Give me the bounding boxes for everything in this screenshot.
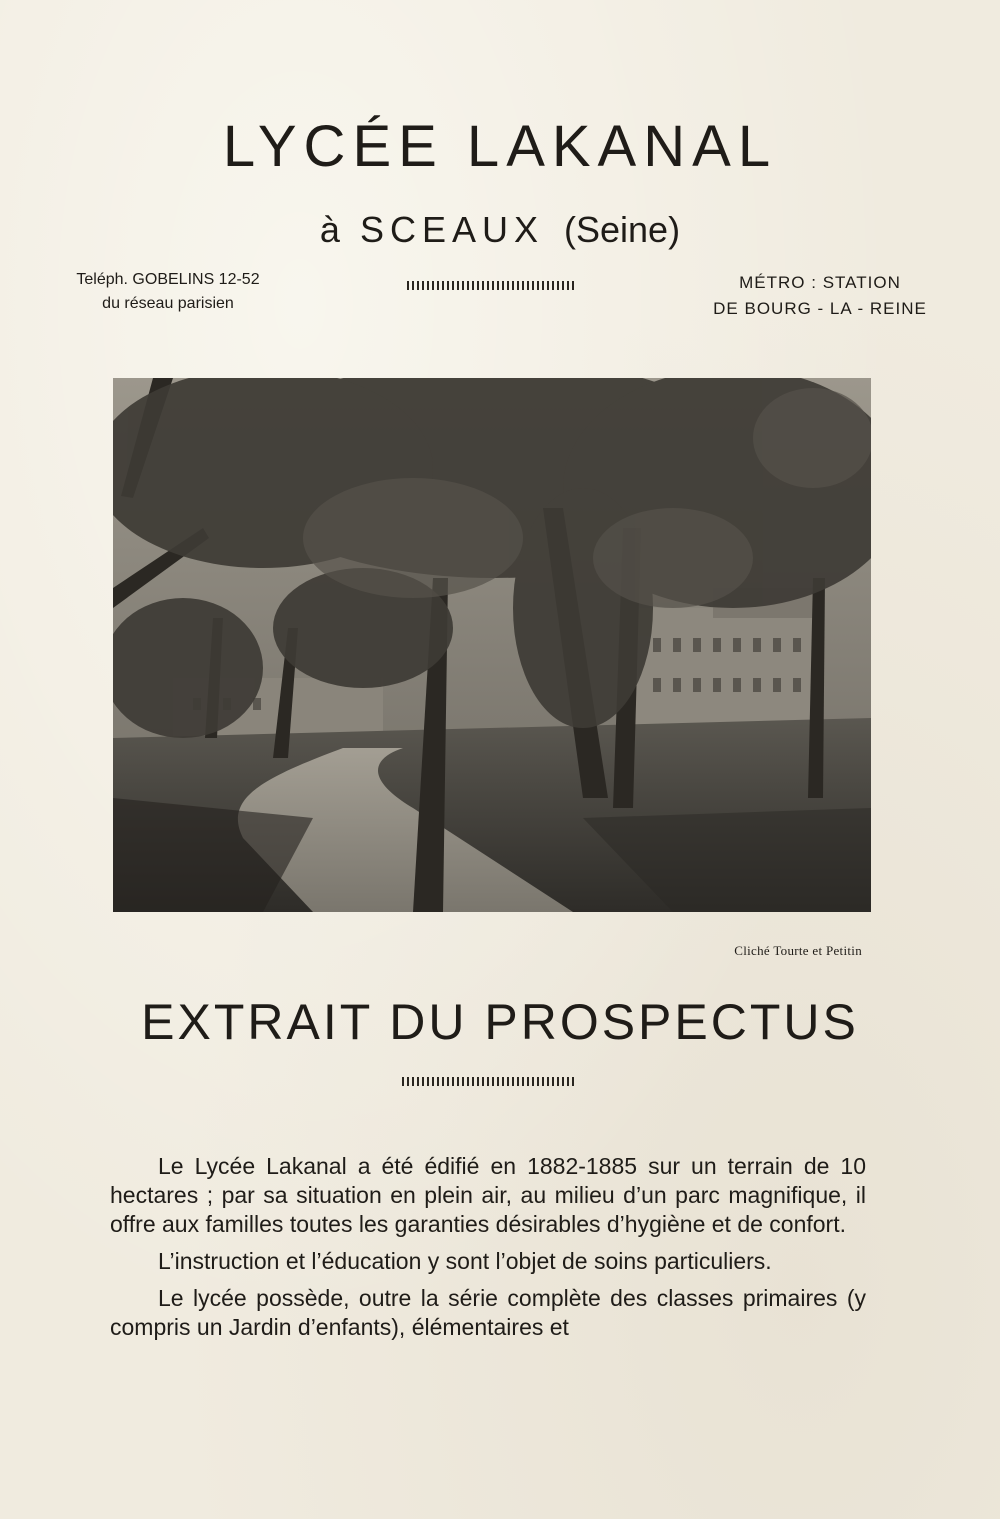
school-location [0,205,1000,255]
prospectus-text [110,1152,866,1350]
telephone-line-2: du réseau parisien [102,295,234,312]
metro-line-2: DE BOURG - LA - REINE [713,299,927,318]
park-photo [113,378,871,912]
decorative-rule-bottom [402,1077,575,1086]
park-photo-icon [113,378,871,912]
subtitle-city: SCEAUX [359,209,544,250]
metro-line-1: MÉTRO : STATION [739,273,901,292]
telephone-info [58,268,278,316]
decorative-rule-top [407,281,577,290]
school-title: LYCÉE LAKANAL [222,114,778,179]
paragraph: Le lycée possède, outre la série complète des classes primaires (y compris un Jardin d’enfants), élémentaires et [110,1285,866,1340]
paragraph: L’instruction et l’éducation y sont l’objet de soins particuliers. [158,1248,772,1274]
subtitle-region: (Seine) [564,209,681,250]
telephone-line-1: Teléph. GOBELINS 12-52 [76,271,260,288]
section-heading: EXTRAIT DU PROSPECTUS [141,994,859,1050]
metro-info [700,270,940,322]
paragraph: Le Lycée Lakanal a été édifié en 1882-1885 sur un terrain de 10 hectares ; par sa situation en plein air, au milieu d’un parc magnifique, il offre aux familles toutes les garanties désirables d’hygiène et de confort. [110,1153,866,1237]
photo-credit: Cliché Tourte et Petitin [734,943,862,958]
subtitle-prefix: à [319,209,340,250]
